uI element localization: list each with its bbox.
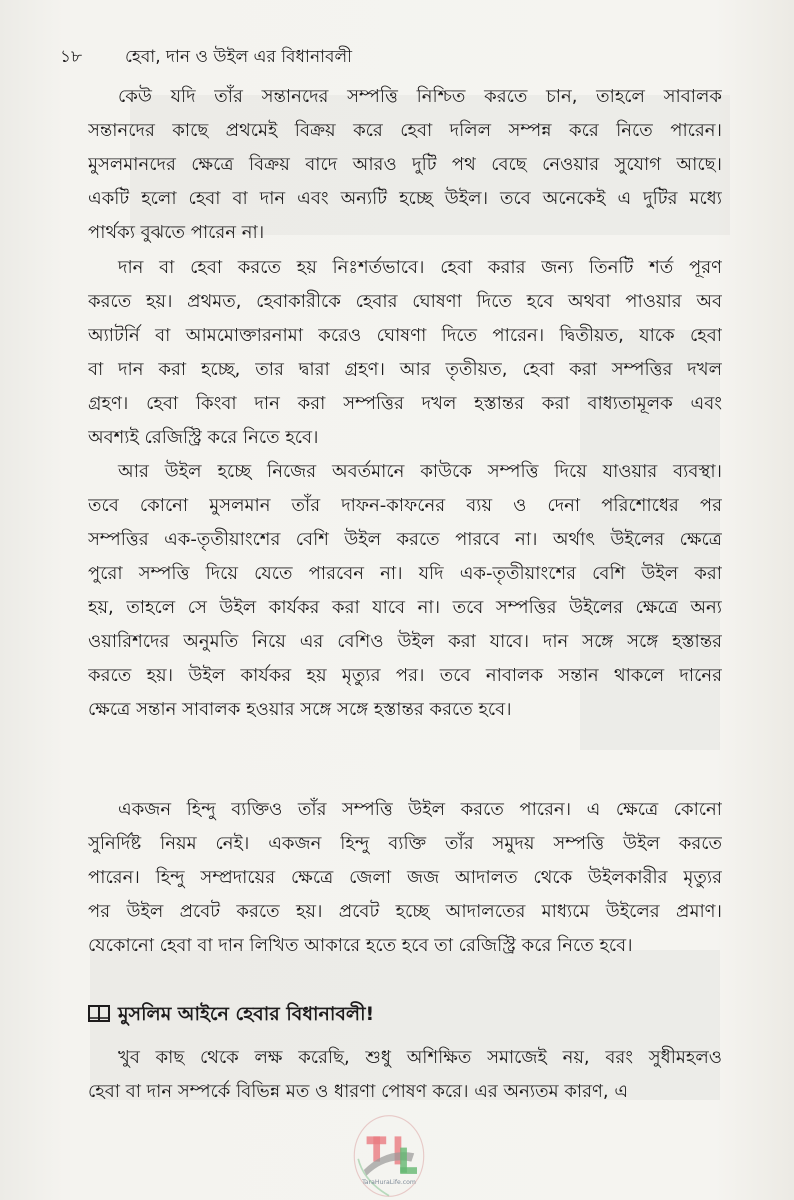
svg-text:TaraHuraLife.com: TaraHuraLife.com [362, 1179, 416, 1186]
paragraph [88, 80, 722, 250]
text-line: পুরো সম্পত্তি দিয়ে যেতে পারবেন না। যদি এক-তৃতীয়াংশের বেশি উইল করা [88, 563, 722, 584]
text-line: যেকোনো হেবা বা দান লিখিত আকারে হতে হবে তা রেজিস্ট্রি করে নিতে হবে। [88, 935, 633, 956]
text-line: ওয়ারিশদের অনুমতি নিয়ে এর বেশিও উইল করা যাবে। দান সঙ্গে সঙ্গে হস্তান্তর [88, 631, 722, 652]
section-heading-text: মুসলিম আইনে হেবার বিধানাবলী! [118, 1003, 375, 1025]
text-line: হেবা বা দান সম্পর্কে বিভিন্ন মত ও ধারণা পোষণ করে। এর অন্যতম কারণ, এ [88, 1081, 629, 1102]
text-line: মুসলমানদের ক্ষেত্রে বিক্রয় বাদে আরও দুটি পথ বেছে নেওয়ার সুযোগ আছে। [88, 154, 722, 175]
section-heading [88, 1000, 374, 1032]
text-line: আর উইল হচ্ছে নিজের অবর্তমানে কাউকে সম্পত্তি দিয়ে যাওয়ার ব্যবস্থা। [118, 461, 722, 482]
text-line: একজন হিন্দু ব্যক্তিও তাঁর সম্পত্তি উইল করতে পারেন। এ ক্ষেত্রে কোনো [118, 799, 722, 820]
paragraph [88, 793, 722, 963]
text-line: করতে হয়। প্রথমত, হেবাকারীকে হেবার ঘোষণা দিতে হবে অথবা পাওয়ার অব [88, 291, 722, 312]
text-line: দান বা হেবা করতে হয় নিঃশর্তভাবে। হেবা করার জন্য তিনটি শর্ত পূরণ [118, 257, 722, 278]
text-line: সম্পত্তির এক-তৃতীয়াংশের বেশি উইল করতে পারবে না। অর্থাৎ উইলের ক্ষেত্রে [88, 529, 722, 550]
text-line: অ্যাটর্নি বা আমমোক্তারনামা করেও ঘোষণা দিতে পারেন। দ্বিতীয়ত, যাকে হেবা [88, 325, 722, 346]
page-number: ১৮ [60, 47, 83, 67]
text-line: কেউ যদি তাঁর সন্তানদের সম্পত্তি নিশ্চিত করতে চান, তাহলে সাবালক [118, 86, 722, 107]
paragraph [88, 455, 722, 727]
text-line: পার্থক্য বুঝতে পারেন না। [88, 222, 265, 243]
text-line: একটি হলো হেবা বা দান এবং অন্যটি হচ্ছে উইল। তবে অনেকেই এ দুটির মধ্যে [88, 188, 722, 209]
text-line: গ্রহণ। হেবা কিংবা দান করা সম্পত্তির দখল হস্তান্তর করা বাধ্যতামূলক এবং [88, 393, 722, 414]
text-line: হয়, তাহলে সে উইল কার্যকর করা যাবে না। তবে সম্পত্তির উইলের ক্ষেত্রে অন্য [88, 597, 722, 618]
text-line: সুনির্দিষ্ট নিয়ম নেই। একজন হিন্দু ব্যক্তি তাঁর সমুদয় সম্পত্তি উইল করতে [88, 833, 722, 854]
watermark-logo [352, 1114, 426, 1198]
running-title: হেবা, দান ও উইল এর বিধানাবলী [125, 47, 353, 67]
text-line: খুব কাছ থেকে লক্ষ করেছি, শুধু অশিক্ষিত সমাজেই নয়, বরং সুধীমহলও [118, 1047, 722, 1068]
text-line: অবশ্যই রেজিস্ট্রি করে নিতে হবে। [88, 427, 319, 448]
text-line: তবে কোনো মুসলমান তাঁর দাফন-কাফনের ব্যয় ও দেনা পরিশোধের পর [88, 495, 722, 516]
paragraph [88, 1041, 722, 1109]
text-line: সন্তানদের কাছে প্রথমেই বিক্রয় করে হেবা দলিল সম্পন্ন করে নিতে পারেন। [88, 120, 722, 141]
text-line: পারেন। হিন্দু সম্প্রদায়ের ক্ষেত্রে জেলা জজ আদালত থেকে উইলকারীর মৃত্যুর [88, 867, 722, 888]
text-line: বা দান করা হচ্ছে, তার দ্বারা গ্রহণ। আর তৃতীয়ত, হেবা করা সম্পত্তির দখল [88, 359, 722, 380]
book-icon [88, 1005, 110, 1028]
text-line: পর উইল প্রবেট করতে হয়। প্রবেট হচ্ছে আদালতের মাধ্যমে উইলের প্রমাণ। [88, 901, 722, 922]
text-line: ক্ষেত্রে সন্তান সাবালক হওয়ার সঙ্গে সঙ্গে হস্তান্তর করতে হবে। [88, 699, 512, 720]
text-line: করতে হয়। উইল কার্যকর হয় মৃত্যুর পর। তবে নাবালক সন্তান থাকলে দানের [88, 665, 722, 686]
paragraph [88, 251, 722, 455]
